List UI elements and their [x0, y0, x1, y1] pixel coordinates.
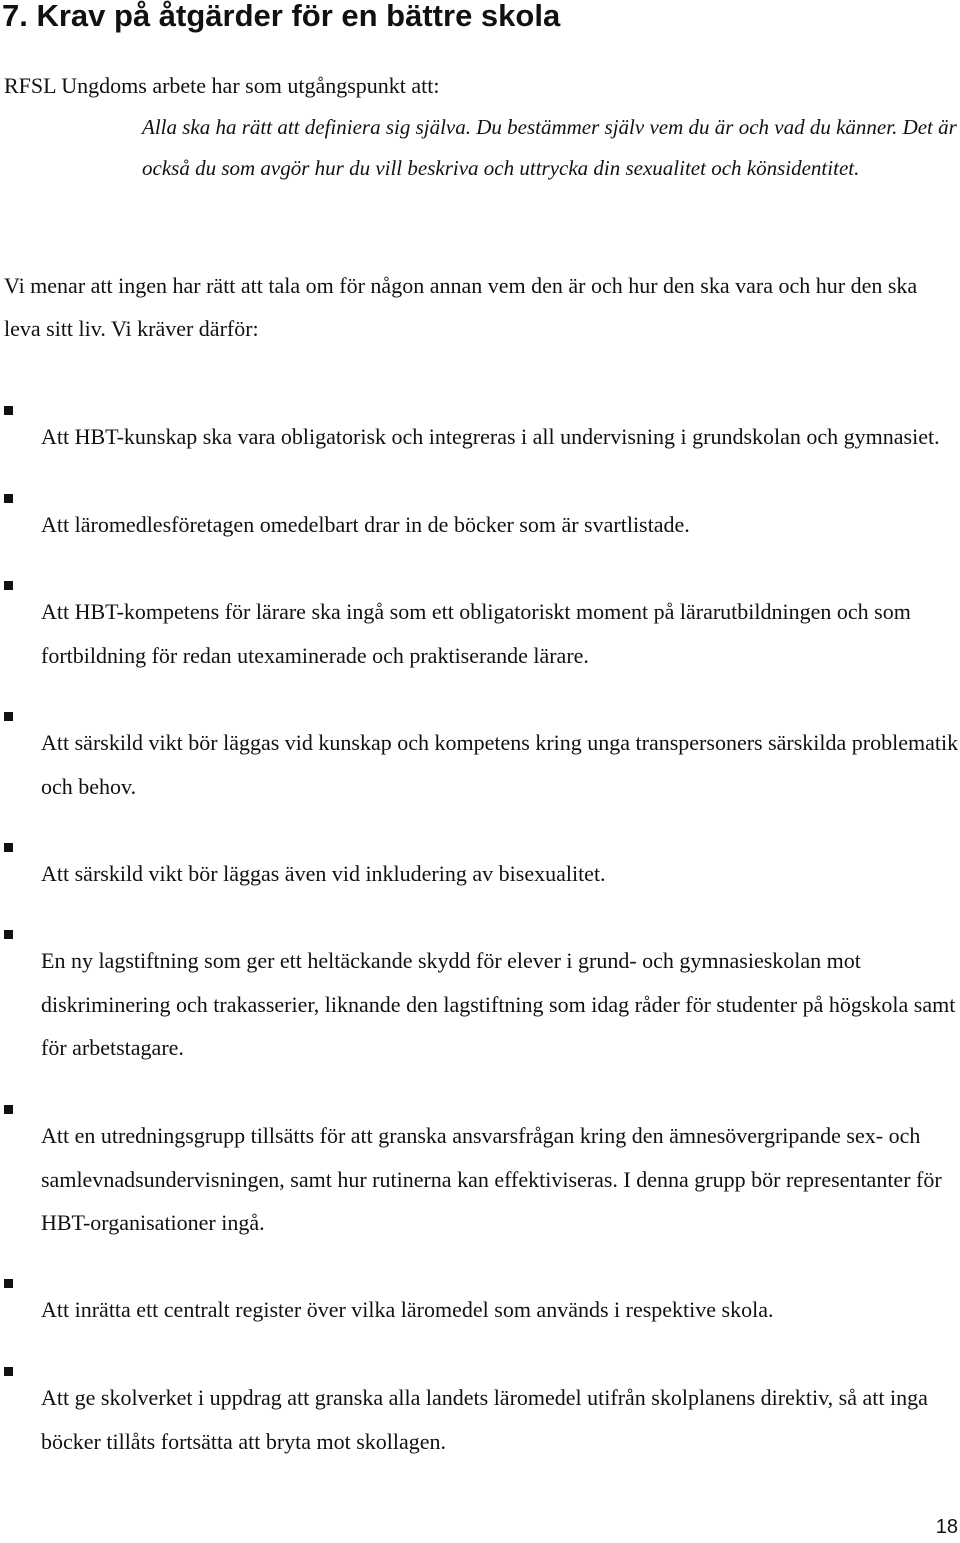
bullet-square-icon [4, 1279, 13, 1288]
bullet-square-icon [4, 930, 13, 939]
bullet-square-icon [4, 1105, 13, 1114]
list-item-text: Att en utredningsgrupp tillsätts för att granska ansvarsfrågan kring den ämnesövergripande sex- och samlevnadsundervisningen, samt hur rutinerna kan effektiviseras. I denna grupp bör representanter för HBT-organisationer ingå. [41, 1123, 942, 1235]
list-item-text: Att inrätta ett centralt register över vilka läromedel som används i respektive skola. [41, 1297, 774, 1322]
list-item-text: Att särskild vikt bör läggas även vid inkludering av bisexualitet. [41, 861, 606, 886]
intro-text: RFSL Ungdoms arbete har som utgångspunkt att: [4, 73, 440, 98]
page-title: 7. Krav på åtgärder för en bättre skola [2, 0, 561, 33]
page-number: 18 [935, 1516, 958, 1538]
bullet-square-icon [4, 843, 13, 852]
list-item-text: Att läromedlesföretagen omedelbart drar in de böcker som är svartlistade. [41, 512, 690, 537]
list-item-text: Att HBT-kunskap ska vara obligatorisk och integreras i all undervisning i grundskolan och gymnasiet. [41, 424, 940, 449]
statement-paragraph: Vi menar att ingen har rätt att tala om för någon annan vem den är och hur den ska vara och hur den ska leva sitt liv. Vi kräver därför: [4, 273, 918, 341]
principle-quote: Alla ska ha rätt att definiera sig själva. Du bestämmer själv vem du är och vad du känner. Det är också du som avgör hur du vill beskriva och uttrycka din sexualitet och könsidentitet. [142, 115, 957, 180]
list-item-text: Att HBT-kompetens för lärare ska ingå som ett obligatoriskt moment på lärarutbildningen och som fortbildning för redan utexaminerade och praktiserande lärare. [41, 599, 911, 668]
bullet-square-icon [4, 406, 13, 415]
bullet-square-icon [4, 494, 13, 503]
list-item-text: Att ge skolverket i uppdrag att granska alla landets läromedel utifrån skolplanens direktiv, så att inga böcker tillåts fortsätta att bryta mot skollagen. [41, 1385, 928, 1454]
list-item-text: Att särskild vikt bör läggas vid kunskap och kompetens kring unga transpersoners särskilda problematik och behov. [41, 730, 959, 799]
bullet-square-icon [4, 1367, 13, 1376]
list-item-text: En ny lagstiftning som ger ett heltäckande skydd för elever i grund- och gymnasieskolan mot diskriminering och trakasserier, liknande den lagstiftning som idag råder för studenter på högskola samt för arbetstagare. [41, 948, 956, 1060]
bullet-square-icon [4, 712, 13, 721]
bullet-square-icon [4, 581, 13, 590]
